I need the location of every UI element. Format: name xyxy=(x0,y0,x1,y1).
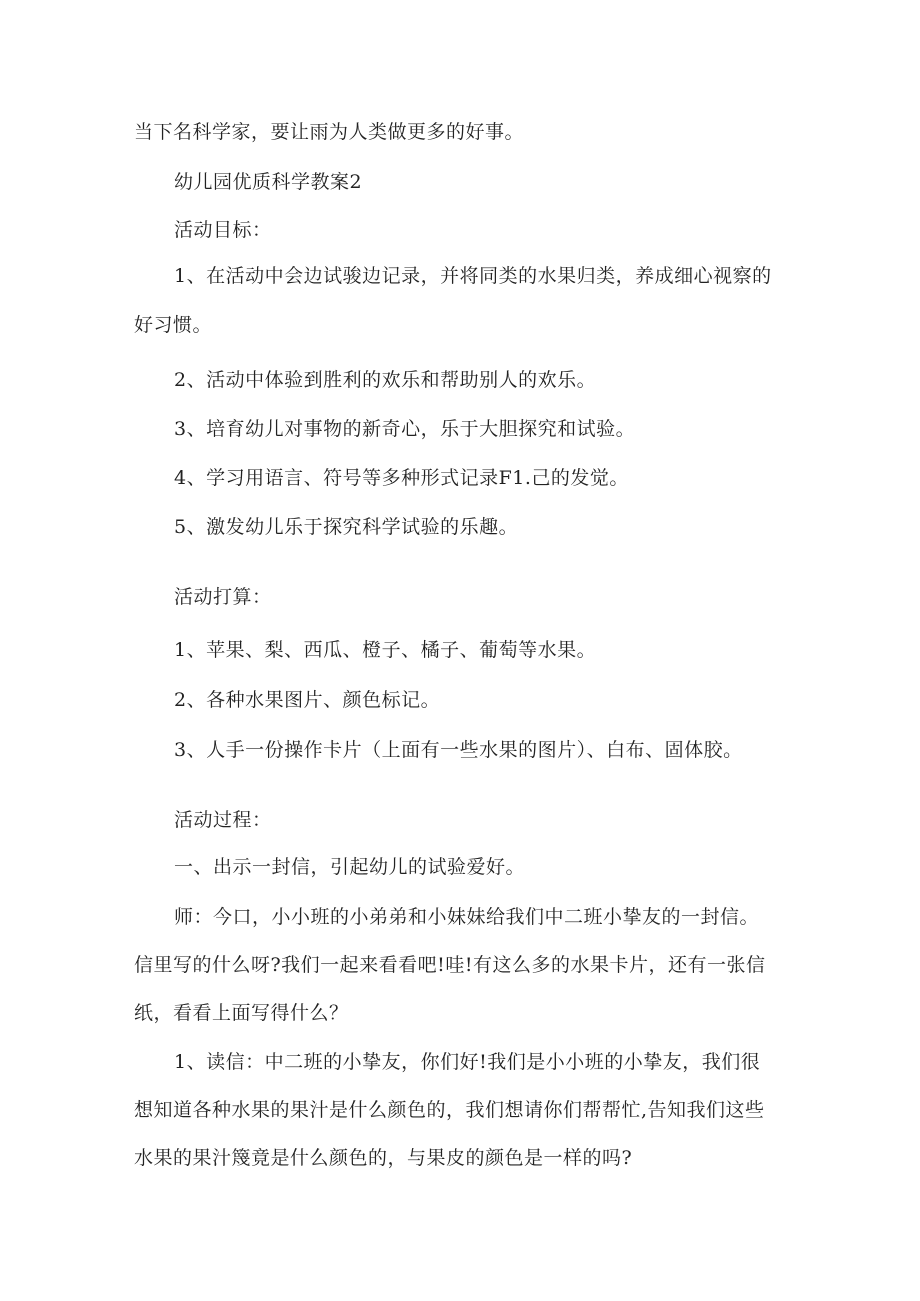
section-title: 幼儿园优质科学教案2 xyxy=(174,171,363,193)
text-line: 纸，看看上面写得什么？ xyxy=(134,1002,349,1024)
text-line: 1、苹果、梨、西瓜、橙子、橘子、葡萄等水果。 xyxy=(174,639,597,661)
text-line: 一、出示一封信，引起幼儿的试验爱好。 xyxy=(174,856,526,878)
text-line: 1、在活动中会边试骏边记录，并将同类的水果归类，养成细心视察的 xyxy=(174,265,772,287)
section-heading: 活动过程： xyxy=(174,809,272,831)
text-line: 3、培育幼儿对事物的新奇心，乐于大胆探究和试验。 xyxy=(174,418,636,440)
text-line: 5、激发幼儿乐于探究科学试验的乐趣。 xyxy=(174,516,519,538)
text-line: 4、学习用语言、符号等多种形式记录F1.己的发觉。 xyxy=(174,467,629,489)
text-line: 信里写的什么呀?我们一起来看看吧!哇!有这么多的水果卡片，还有一张信 xyxy=(134,954,766,976)
text-line: 2、各种水果图片、颜色标记。 xyxy=(174,689,441,711)
text-line: 师：今口，小小班的小弟弟和小妹妹给我们中二班小挚友的一封信。 xyxy=(174,906,760,928)
section-heading: 活动目标： xyxy=(174,219,272,241)
text-line: 当下名科学家，要让雨为人类做更多的好事。 xyxy=(134,121,525,143)
text-line: 2、活动中体验到胜利的欢乐和帮助别人的欢乐。 xyxy=(174,369,597,391)
text-line: 3、人手一份操作卡片（上面有一些水果的图片）、白布、固体胶。 xyxy=(174,739,743,761)
section-heading: 活动打算： xyxy=(174,586,272,608)
text-line: 想知道各种水果的果汁是什么颜色的，我们想请你们帮帮忙,告知我们这些 xyxy=(134,1099,765,1121)
text-line: 水果的果汁篾竟是什么颜色的，与果皮的颜色是一样的吗? xyxy=(134,1147,633,1169)
text-line: 1、读信：中二班的小挚友，你们好!我们是小小班的小挚友，我们很 xyxy=(174,1051,761,1073)
text-line: 好习惯。 xyxy=(134,314,213,336)
